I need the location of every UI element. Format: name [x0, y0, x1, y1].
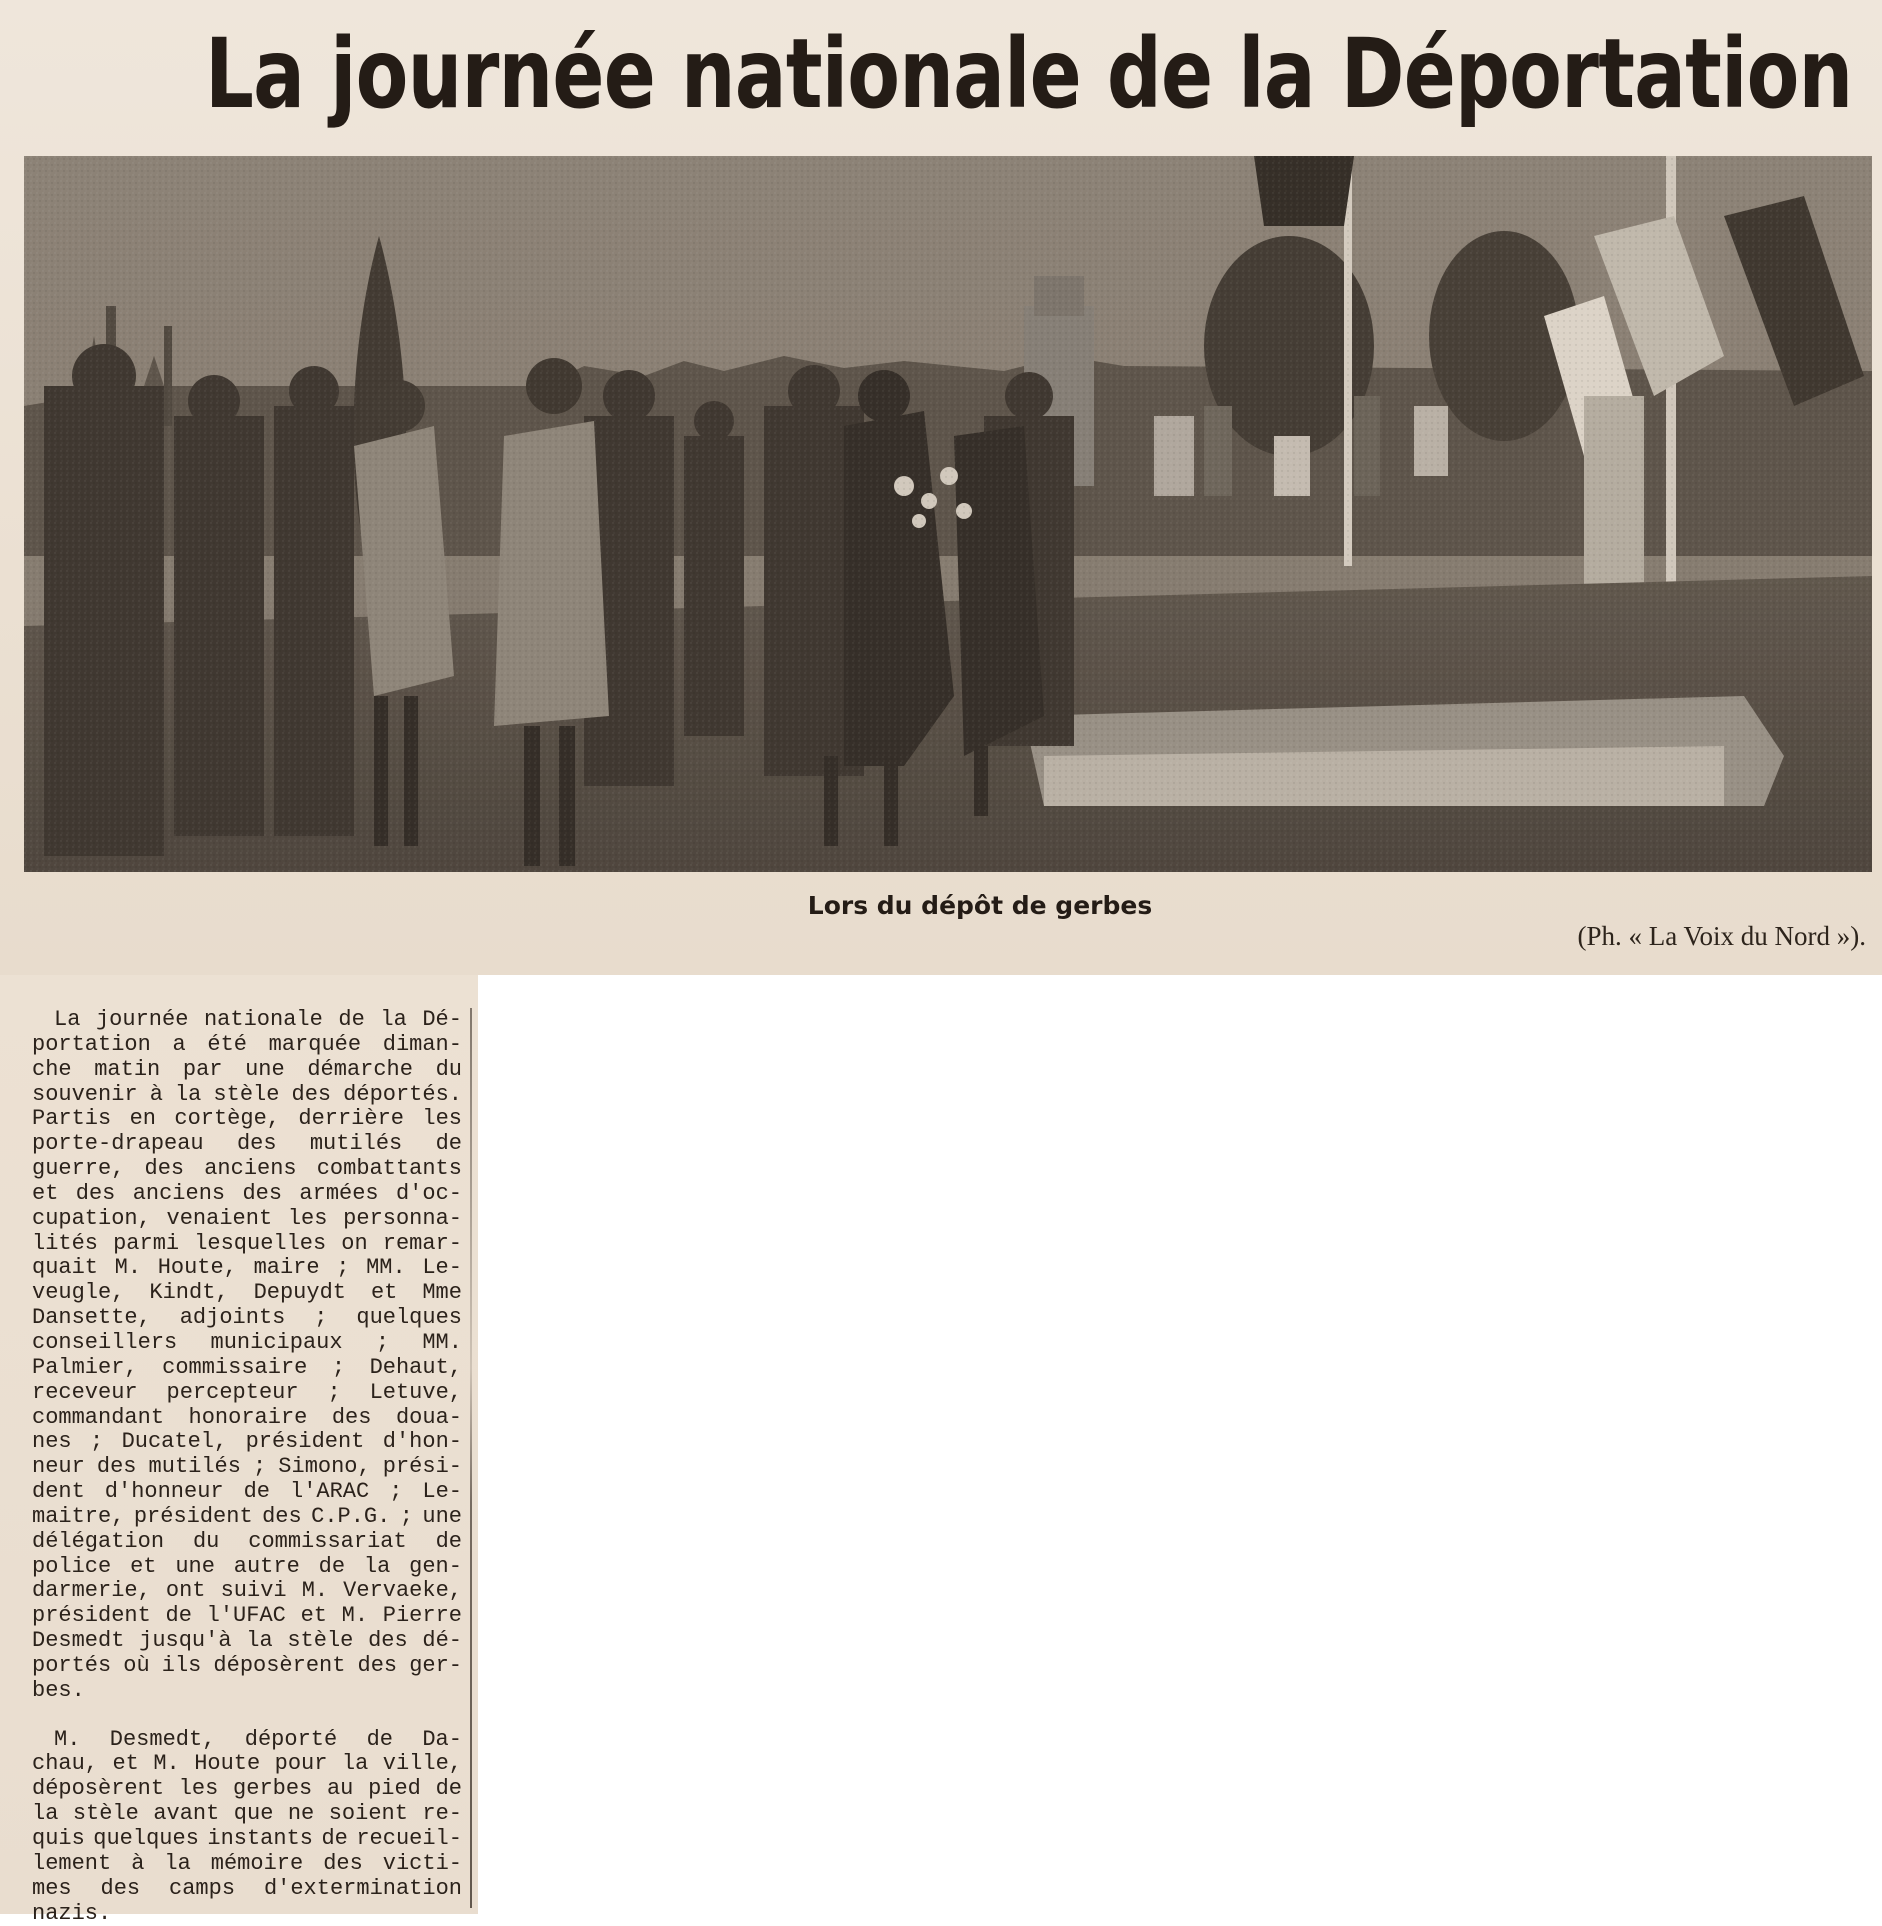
column-rule: [470, 1008, 472, 1908]
text-line: La journée nationale de la Dé-: [54, 1007, 462, 1032]
text-line: portation a été marquée diman-: [32, 1031, 462, 1057]
text-line: porte-drapeau des mutilés de: [32, 1131, 462, 1157]
text-line: quis quelques instants de recueil-: [32, 1826, 462, 1851]
text-line: Desmedt jusqu'à la stèle des dé-: [32, 1628, 462, 1654]
text-line: lités parmi lesquelles on remar-: [32, 1230, 462, 1256]
text-line: lement à la mémoire des victi-: [32, 1850, 462, 1876]
text-line: portés où ils déposèrent des ger-: [32, 1652, 462, 1678]
text-line: che matin par une démarche du: [32, 1056, 462, 1082]
text-line: chau, et M. Houte pour la ville,: [32, 1751, 462, 1777]
text-line: dent d'honneur de l'ARAC ; Le-: [32, 1479, 462, 1505]
photo-credit: (Ph. « La Voix du Nord »).: [1577, 921, 1866, 951]
text-line: délégation du commissariat de: [32, 1528, 462, 1554]
text-line: quait M. Houte, maire ; MM. Le-: [32, 1255, 462, 1281]
photo-caption: Lors du dépôt de gerbes: [807, 891, 1153, 920]
text-line: Partis en cortège, derrière les: [32, 1106, 462, 1132]
text-line: nazis.: [32, 1900, 112, 1926]
text-line: président de l'UFAC et M. Pierre: [32, 1603, 462, 1629]
text-line: neur des mutilés ; Simono, prési-: [32, 1454, 462, 1480]
text-line: Dansette, adjoints ; quelques: [32, 1305, 462, 1331]
text-line: veugle, Kindt, Depuydt et Mme: [32, 1280, 462, 1306]
paragraph-gap: [32, 1704, 462, 1728]
ceremony-photo-image: [24, 156, 1872, 872]
article-paragraph-2: [32, 1728, 462, 1926]
text-line: maitre, président des C.P.G. ; une: [32, 1503, 462, 1529]
text-line: M. Desmedt, déporté de Da-: [54, 1726, 462, 1752]
text-line: Palmier, commissaire ; Dehaut,: [32, 1354, 462, 1380]
text-line: mes des camps d'extermination: [32, 1875, 462, 1901]
article-headline: La journée nationale de la Déportation: [205, 18, 1853, 130]
text-line: receveur percepteur ; Letuve,: [32, 1379, 462, 1405]
text-line: police et une autre de la gen-: [32, 1553, 462, 1579]
text-line: nes ; Ducatel, président d'hon-: [32, 1429, 462, 1455]
text-line: la stèle avant que ne soient re-: [32, 1801, 462, 1827]
text-line: bes.: [32, 1677, 85, 1703]
article-photo: [24, 156, 1872, 872]
article-body: [32, 1008, 462, 1926]
text-line: guerre, des anciens combattants: [32, 1156, 462, 1182]
text-line: souvenir à la stèle des déportés.: [32, 1081, 462, 1107]
text-line: cupation, venaient les personna-: [32, 1205, 462, 1231]
article-paragraph-1: [32, 1008, 462, 1704]
text-line: commandant honoraire des doua-: [32, 1404, 462, 1430]
text-line: déposèrent les gerbes au pied de: [32, 1776, 462, 1802]
text-line: et des anciens des armées d'oc-: [32, 1180, 462, 1206]
text-line: darmerie, ont suivi M. Vervaeke,: [32, 1578, 462, 1604]
text-line: conseillers municipaux ; MM.: [32, 1329, 462, 1355]
